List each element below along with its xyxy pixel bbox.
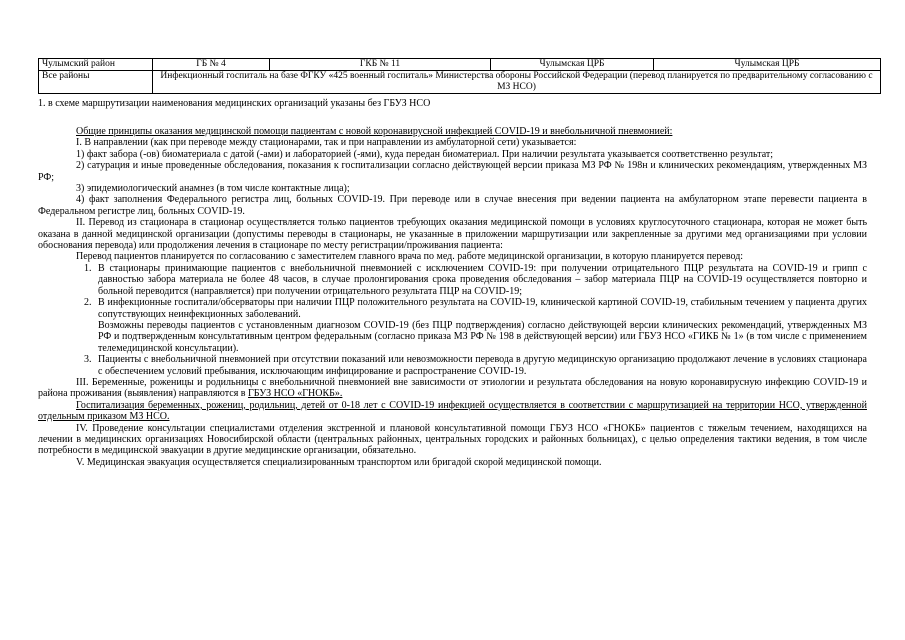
list-item-text: Пациенты с внебольничной пневмонией при отсутствии показаний или невозможности перевода в другую медицинскую организацию продолжают лечение в условиях стационара с обеспечением условий пребывания, исключающим инфицирование и распространение COVID-19. (98, 354, 867, 377)
table-row (39, 59, 881, 71)
section-5: V. Медицинская эвакуация осуществляется специализированным транспортом или бригадой скорой медицинской помощи. (76, 456, 602, 468)
section-1-item: 3) эпидемиологический анамнез (в том числе контактные лица); (76, 183, 350, 195)
section-3-children: Госпитализация беременных, рожениц, родильниц, детей от 0-18 лет с COVID-19 инфекцией осуществляется в соответствии с маршрутизацией на территории НСО, утвержденной отдельным приказом МЗ НСО. (38, 399, 867, 423)
table-cell: ГБ № 4 (153, 59, 270, 71)
list-item-text: В стационары принимающие пациентов с внебольничной пневмонией с исключением COVID-19: при получении отрицательного ПЦР результата на COVID-19 и грипп с давностью забора материала не более 48 часов, в случае пролонгирования срока проведения обследования – забор материала ПЦР на COVID-19 осуществляется повторно и больной переводится (направляется) при получении отрицательного результата ПЦР на COVID-19; (98, 262, 868, 297)
list-item (94, 263, 867, 297)
principles-section (38, 126, 867, 468)
section-4: IV. Проведение консультации специалистами отделения экстренной и плановой консультативной помощи ГБУЗ НСО «ГНОКБ» пациентов с тяжелым течением, находящихся на лечении в медицинских организациях Новосибирской области (центральных районных, центральных городских и районных больницах), с целью определения тактики ведения, в том числе потребности в медицинской эвакуации в другие медицинские организации, обязательно. (38, 422, 867, 457)
table-cell-merged: Инфекционный госпиталь на базе ФГКУ «425 военный госпиталь» Министерства обороны Российской Федерации (перевод планируется по предварительному согласованию с МЗ НСО) (153, 71, 881, 94)
section-heading: Общие принципы оказания медицинской помощи пациентам с новой коронавирусной инфекцией COVID-19 и внебольничной пневмонией: (76, 126, 673, 137)
section-1-item: 4) факт заполнения Федерального регистра лиц, больных COVID-19. При переводе или в случае внесения при ведении пациента на амбулаторном этапе перевести пациента в Федеральном регистре лиц, больных COVID-19. (38, 194, 867, 217)
list-item (94, 297, 867, 354)
list-item-text: В инфекционные госпитали/обсерваторы при наличии ПЦР положительного результата на COVID-19, клинической картиной COVID-19, стабильным течением у пациента других сопутствующих неинфекционных заболеваний. (98, 297, 867, 320)
table-cell: Все районы (39, 71, 153, 94)
table-cell: Чулымская ЦРБ (491, 59, 654, 71)
section-1-item: 1) факт забора (-ов) биоматериала с датой (-ами) и лабораторией (-ями), куда передан биоматериал. При наличии результата указывается соответственно результат; (76, 148, 774, 160)
table-cell: ГКБ № 11 (270, 59, 491, 71)
section-2-planning: Перевод пациентов планируется по согласованию с заместителем главного врача по мед. работе медицинской организации, в которую планируется перевод: (76, 251, 744, 263)
footnote: 1. в схеме маршрутизации наименования медицинских организаций указаны без ГБУЗ НСО (38, 98, 431, 109)
table-cell: Чулымский район (39, 59, 153, 71)
list-item (94, 354, 867, 377)
section-1-item: 2) сатурация и иные проведенные обследования, показания к госпитализации согласно действующей версии приказа МЗ РФ № 198н и клинических рекомендациям, утвержденных МЗ РФ; (38, 160, 867, 183)
section-3-text: III. Беременные, роженицы и родильницы с внебольничной пневмонией вне зависимости от этиологии и результата обследования на новую коронавирусную инфекцию COVID-19 и района проживания (выявления) направляются в (38, 376, 867, 400)
routing-table (38, 58, 881, 94)
section-3 (38, 377, 867, 400)
section-2-intro: II. Перевод из стационара в стационар осуществляется только пациентов требующих оказания медицинской помощи в условиях круглосуточного стационара, которая не может быть оказана в данной медицинской организации (допустимы переводы в стационары, не указанные в приложении маршрутизации или закрепленные за другими мед организациями при условии обоснования перевода) или продолжения лечения в стационаре по месту регистрации/проживания пациента: (38, 217, 867, 252)
transfer-list (38, 263, 867, 377)
section-1-intro: I. В направлении (как при переводе между стационарами, так и при направлении из амбулаторной сети) указывается: (76, 137, 577, 149)
table-row (39, 71, 881, 94)
section-3-hospital: ГБУЗ НСО «ГНОКБ». (248, 388, 343, 400)
table-cell: Чулымская ЦРБ (654, 59, 881, 71)
list-item-extra: Возможны переводы пациентов с установленным диагнозом COVID-19 (без ПЦР подтверждения) согласно действующей версии клинических рекомендаций, утвержденных МЗ РФ и подтвержденным консультативным центром федеральным (согласно приказа МЗ РФ № 198 в действующей версии) или ГБУЗ НСО «ГИКБ № 1» (в том числе с применением телемедицинской консультации). (98, 319, 867, 354)
